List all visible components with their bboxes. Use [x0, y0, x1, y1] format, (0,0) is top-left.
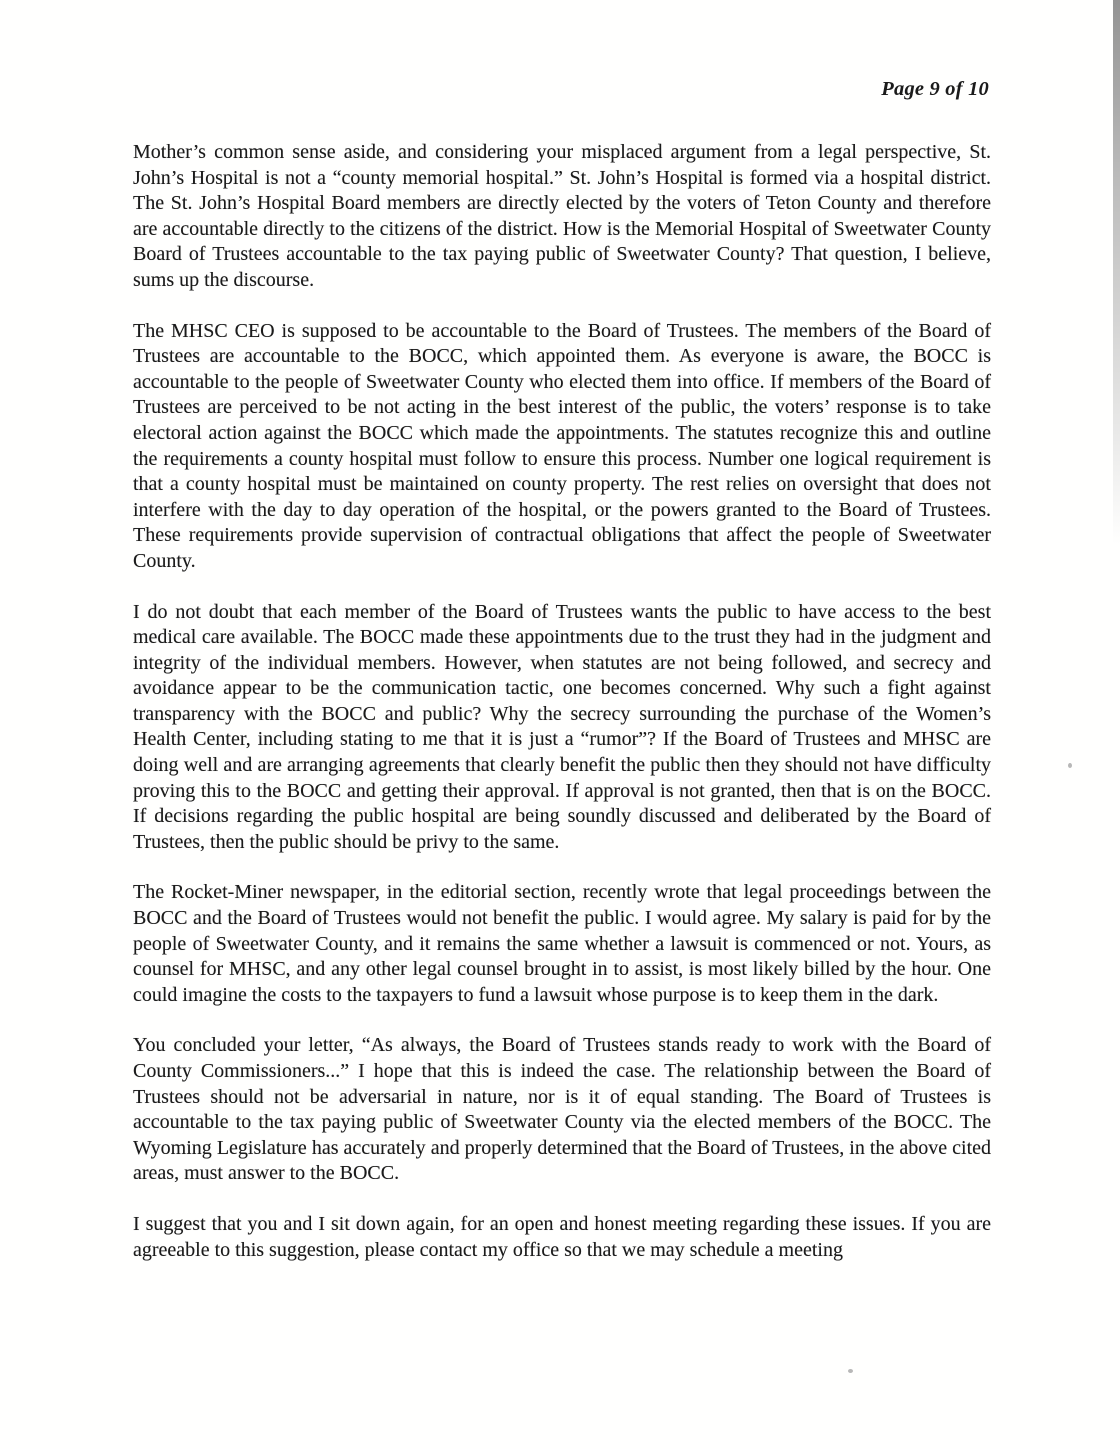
paragraph-accountability-chain: The MHSC CEO is supposed to be accountable to the Board of Trustees. The members of the Board of Trustees are accountable to the BOCC, which appointed them. As everyone is aware, the BOCC is accountable to the people of Sweetwater County who elected them into office. If members of the Board of Trustees are perceived to be not acting in the best interest of the public, the voters’ response is to take electoral action against the BOCC which made the appointments. The statutes recognize this and outline the requirements a county hospital must follow to ensure this process. Number one logical requirement is that a county hospital must be maintained on county property. The rest relies on oversight that does not interfere with the day to day operation of the hospital, or the powers granted to the Board of Trustees. These requirements provide supervision of contractual obligations that affect the people of Sweetwater County. [133, 319, 991, 572]
scan-speck [1068, 763, 1072, 768]
paragraph-meeting-suggestion: I suggest that you and I sit down again, for an open and honest meeting regarding these issues. If you are agreeable to this suggestion, please contact my office so that we may schedule a meeting [133, 1212, 991, 1261]
scan-speck [848, 1369, 853, 1373]
paragraph-rocket-miner-editorial: The Rocket-Miner newspaper, in the editorial section, recently wrote that legal proceedings between the BOCC and the Board of Trustees would not benefit the public. I would agree. My salary is paid for by the people of Sweetwater County, and it remains the same whether a lawsuit is commenced or not. Yours, as counsel for MHSC, and any other legal counsel brought in to assist, is most likely billed by the hour. One could imagine the costs to the taxpayers to fund a lawsuit whose purpose is to keep them in the dark. [133, 881, 991, 1006]
letter-body [133, 76, 991, 1263]
paragraph-transparency-concerns: I do not doubt that each member of the Board of Trustees wants the public to have access to the best medical care available. The BOCC made these appointments due to the trust they had in the judgment and integrity of the individual members. However, when statutes are not being followed, and secrecy and avoidance appear to be the communication tactic, one becomes concerned. Why such a fight against transparency with the BOCC and public? Why the secrecy surrounding the purchase of the Women’s Health Center, including stating to me that it is just a “rumor”? If the Board of Trustees and MHSC are doing well and are arranging agreements that clearly benefit the public then they should not have difficulty proving this to the BOCC and getting their approval. If approval is not granted, then that is on the BOCC. If decisions regarding the public hospital are being soundly discussed and deliberated by the Board of Trustees, then the public should be privy to the same. [133, 600, 991, 853]
page-number-header: Page 9 of 10 [881, 78, 989, 100]
paragraph-st-johns-hospital: Mother’s common sense aside, and considering your misplaced argument from a legal perspective, St. John’s Hospital is not a “county memorial hospital.” St. John’s Hospital is formed via a hospital district. The St. John’s Hospital Board members are directly elected by the voters of Teton County and therefore are accountable directly to the citizens of the district. How is the Memorial Hospital of Sweetwater County Board of Trustees accountable to the tax paying public of Sweetwater County? That question, I believe, sums up the discourse. [133, 141, 991, 291]
paragraph-letter-conclusion-response: You concluded your letter, “As always, the Board of Trustees stands ready to work with the Board of County Commissioners...” I hope that this is indeed the case. The relationship between the Board of Trustees should not be adversarial in nature, nor is it of equal standing. The Board of Trustees is accountable to the tax paying public of Sweetwater County via the elected members of the BOCC. The Wyoming Legislature has accurately and properly determined that the Board of Trustees, in the above cited areas, must answer to the BOCC. [133, 1034, 991, 1185]
scan-artifact-right-edge [1113, 0, 1120, 545]
